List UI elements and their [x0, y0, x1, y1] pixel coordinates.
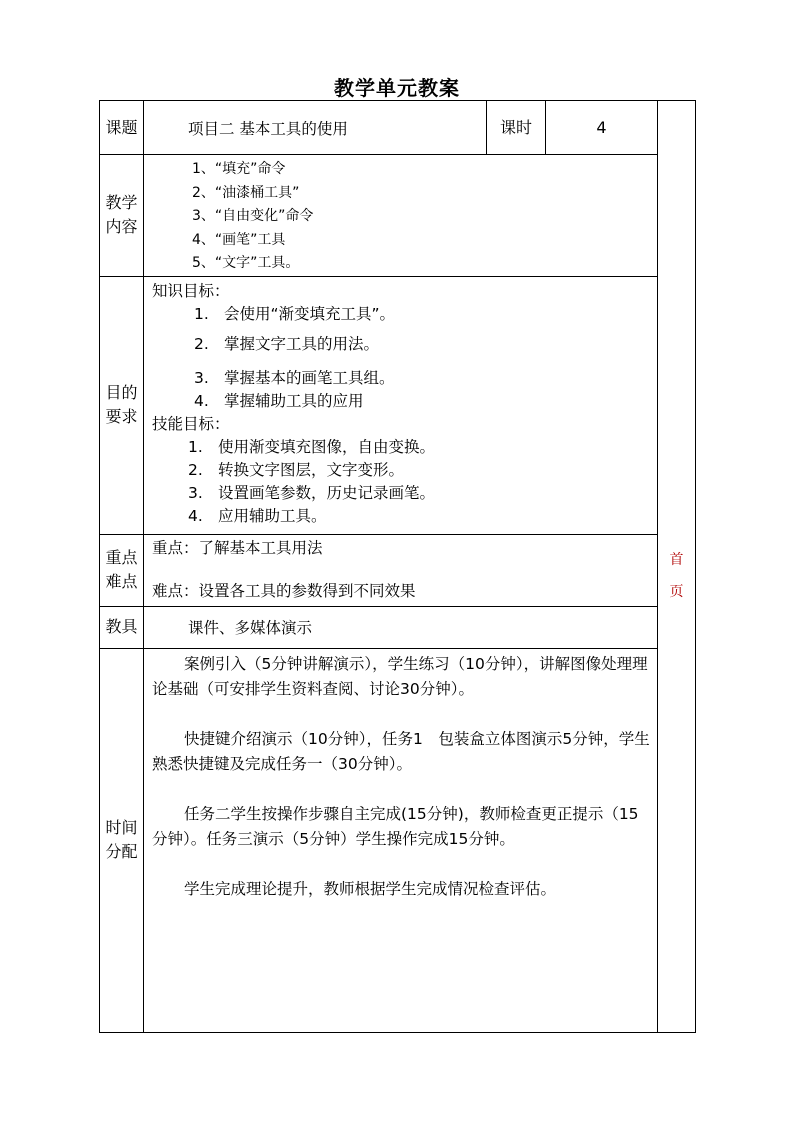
knowledge-title: 知识目标：	[152, 281, 230, 300]
time-content	[144, 648, 658, 1032]
side-note-cell	[658, 101, 696, 1033]
knowledge-item: 4. 掌握辅助工具的应用	[194, 391, 364, 410]
document-title: 教学单元教案	[334, 76, 460, 100]
time-label	[100, 648, 144, 1032]
time-paragraph-2: 快捷键介绍演示（10分钟），任务1 包装盒立体图演示5分钟，学生熟悉快捷键及完成任务一（30分钟）。	[152, 729, 650, 773]
skill-item: 3. 设置画笔参数，历史记录画笔。	[188, 483, 436, 502]
key-points-row	[100, 534, 696, 606]
time-row	[100, 648, 696, 1032]
time-paragraph-3: 任务二学生按操作步骤自主完成(15分钟)，教师检查更正提示（15分钟）。任务三演示（5分钟）学生操作完成15分钟。	[152, 804, 639, 848]
side-note-char-1: 首	[669, 552, 684, 568]
lesson-plan-table	[99, 100, 696, 1033]
key-points-label-1: 重点	[105, 548, 138, 568]
time-label-1: 时间	[105, 818, 138, 838]
content-list	[144, 155, 658, 277]
tools-row	[100, 606, 696, 648]
topic-value: 项目二 基本工具的使用	[144, 101, 487, 155]
goals-label-2: 要求	[105, 407, 138, 427]
goals-row	[100, 276, 696, 534]
tools-label: 教具	[100, 606, 144, 648]
topic-row	[100, 101, 696, 155]
side-note-char-2: 页	[669, 584, 684, 600]
time-label-2: 分配	[105, 842, 138, 862]
hours-value: 4	[546, 101, 658, 155]
content-item: 3、“自由变化”命令	[192, 208, 314, 225]
time-paragraph-1: 案例引入（5分钟讲解演示），学生练习（10分钟），讲解图像处理理论基础（可安排学生资料查阅、讨论30分钟）。	[152, 654, 648, 698]
content-item: 4、“画笔”工具	[192, 231, 286, 248]
content-label-2: 内容	[105, 217, 138, 237]
skill-item: 4. 应用辅助工具。	[188, 506, 327, 525]
content-item: 1、“填充”命令	[192, 161, 286, 177]
skill-title: 技能目标：	[152, 414, 230, 433]
content-item: 2、“油漆桶工具”	[192, 184, 300, 201]
knowledge-item: 2. 掌握文字工具的用法。	[194, 334, 380, 353]
topic-label: 课题	[100, 101, 144, 155]
knowledge-item: 3. 掌握基本的画笔工具组。	[194, 368, 395, 387]
skill-item: 1. 使用渐变填充图像，自由变换。	[188, 437, 436, 456]
content-label	[100, 155, 144, 277]
key-points-label	[100, 534, 144, 606]
content-label-1: 教学	[105, 193, 138, 213]
content-row	[100, 155, 696, 277]
difficult-point: 难点：设置各工具的参数得到不同效果	[152, 581, 416, 600]
content-item: 5、“文字”工具。	[192, 255, 300, 272]
goals-content	[144, 276, 658, 534]
skill-item: 2. 转换文字图层，文字变形。	[188, 460, 405, 479]
key-point: 重点：了解基本工具用法	[152, 538, 323, 557]
knowledge-item: 1. 会使用“渐变填充工具”。	[194, 304, 396, 323]
tools-value: 课件、多媒体演示	[144, 606, 658, 648]
goals-label	[100, 276, 144, 534]
key-points-label-2: 难点	[105, 572, 138, 592]
time-paragraph-4: 学生完成理论提升，教师根据学生完成情况检查评估。	[184, 879, 557, 898]
hours-label: 课时	[487, 101, 546, 155]
key-points-content	[144, 534, 658, 606]
goals-label-1: 目的	[105, 383, 138, 403]
